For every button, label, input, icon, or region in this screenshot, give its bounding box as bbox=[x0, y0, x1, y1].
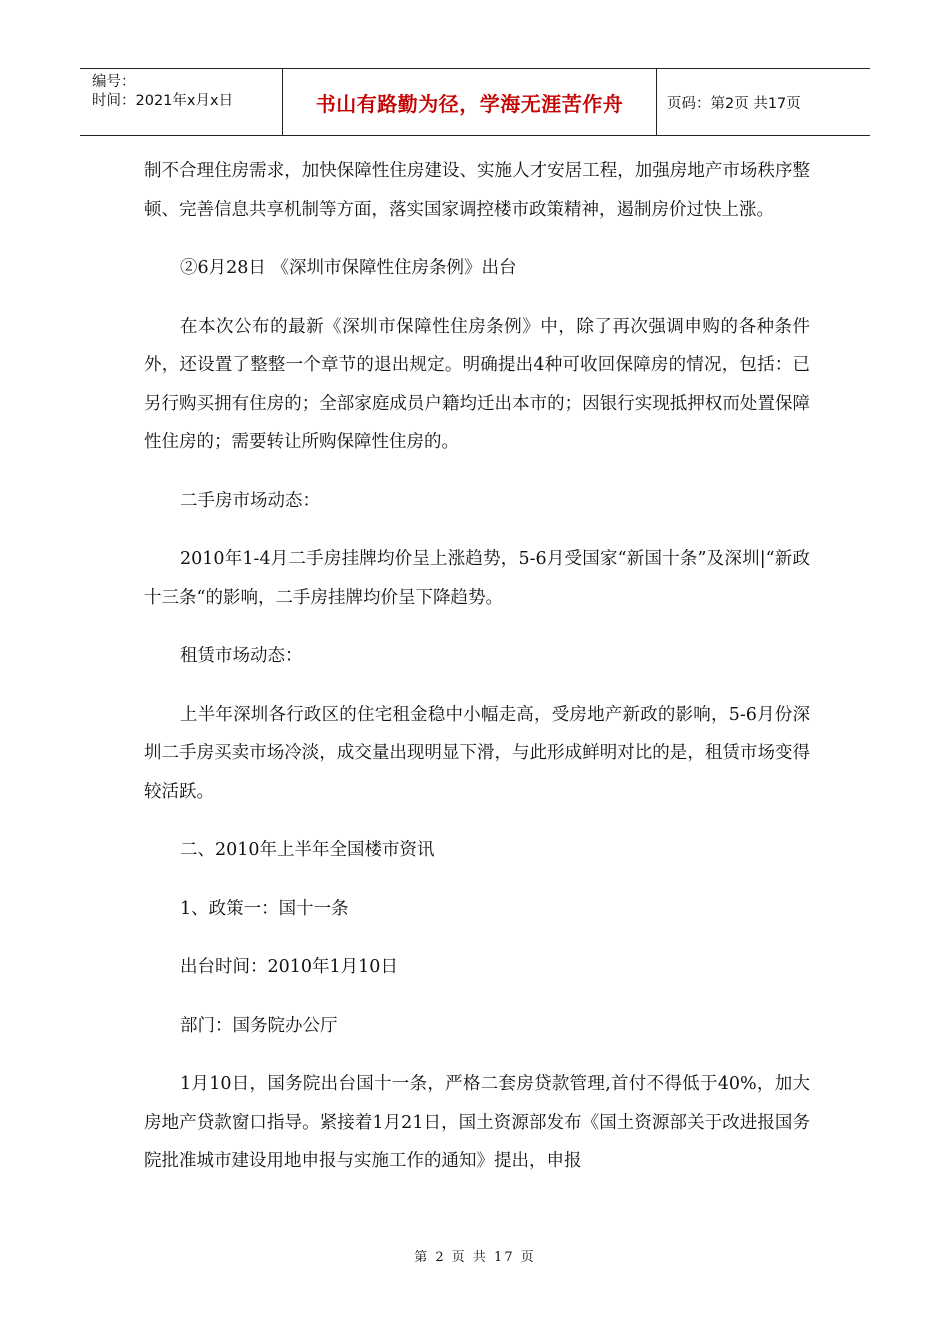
document-date: 时间：2021年x月x日 bbox=[92, 93, 234, 109]
heading-secondhand-market: 二手房市场动态： bbox=[180, 490, 320, 511]
header-motto: 书山有路勤为径，学海无涯苦作舟 bbox=[315, 91, 624, 116]
paragraph-policy-details: 1月10日，国务院出台国十一条，严格二套房贷款管理,首付不得低于40%，加大房地产贷款窗口指导。紧接着1月21日，国土资源部发布《国土资源部关于改进报国务院批准城市建设用地申报与实施工作的通知》提出，申报 bbox=[144, 1074, 810, 1171]
paragraph-rental-trend: 上半年深圳各行政区的住宅租金稳中小幅走高，受房地产新政的影响，5-6月份深圳二手房买卖市场冷淡，成交量出现明显下滑，与此形成鲜明对比的是，租赁市场变得较活跃。 bbox=[144, 704, 810, 802]
paragraph-secondhand-trend: 2010年1-4月二手房挂牌均价呈上涨趋势，5-6月受国家“新国十条”及深圳|“新政十三条“的影响，二手房挂牌均价呈下降趋势。 bbox=[144, 549, 810, 608]
paragraph-regulation-details: 在本次公布的最新《深圳市保障性住房条例》中，除了再次强调申购的各种条件外，还设置了整整一个章节的退出规定。明确提出4种可收回保障房的情况，包括：已另行购买拥有住房的；全部家庭成员户籍均迁出本市的；因银行实现抵押权而处置保障性住房的；需要转让所购保障性住房的。 bbox=[144, 316, 810, 452]
header-motto-cell bbox=[283, 69, 657, 135]
document-body bbox=[144, 152, 810, 1201]
document-header bbox=[80, 68, 870, 136]
header-page-info: 页码：第2页 共17页 bbox=[667, 95, 801, 112]
paragraph-policy-continued: 制不合理住房需求，加快保障性住房建设、实施人才安居工程，加强房地产市场秩序整顿、完善信息共享机制等方面，落实国家调控楼市政策精神，遏制房价过快上涨。 bbox=[144, 161, 810, 220]
heading-shenzhen-regulation: ②6月28日 《深圳市保障性住房条例》出台 bbox=[180, 258, 517, 278]
policy-release-date: 出台时间：2010年1月10日 bbox=[180, 957, 398, 977]
header-meta bbox=[80, 69, 283, 135]
policy-department: 部门：国务院办公厅 bbox=[180, 1015, 338, 1036]
page-footer: 第 2 页 共 17 页 bbox=[414, 1250, 536, 1265]
heading-policy-one: 1、政策一：国十一条 bbox=[180, 898, 349, 919]
heading-national-news: 二、2010年上半年全国楼市资讯 bbox=[180, 840, 435, 860]
document-number: 编号： bbox=[92, 74, 136, 90]
heading-rental-market: 租赁市场动态： bbox=[180, 646, 303, 666]
